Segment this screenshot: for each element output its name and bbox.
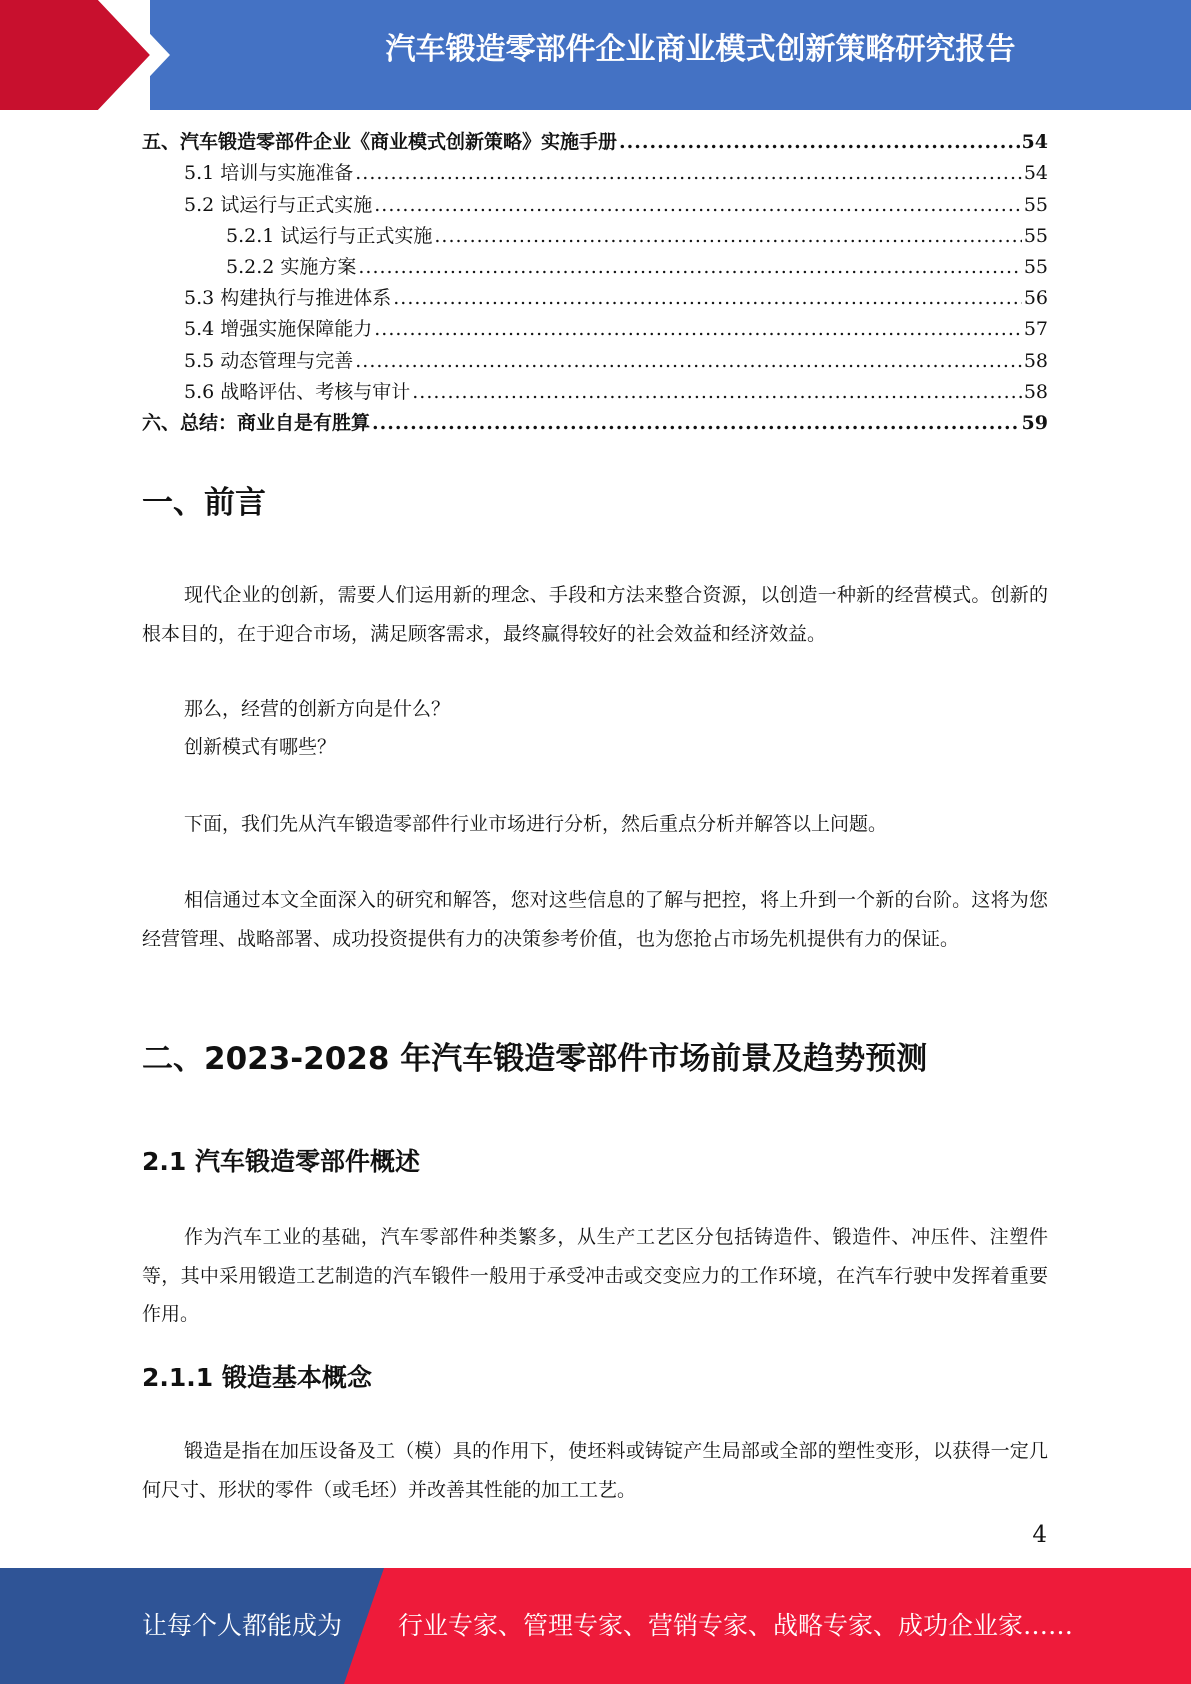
toc-label: 5.5 动态管理与完善 <box>184 349 354 372</box>
toc-leader <box>434 221 1021 252</box>
subsection-2-1-heading: 2.1 汽车锻造零部件概述 <box>142 1147 420 1176</box>
toc-entry-5-2[interactable] <box>142 189 1048 220</box>
toc-entry-5-1[interactable] <box>142 158 1048 189</box>
toc-entry-5-2-2[interactable] <box>142 252 1048 283</box>
footer-slogan-left: 让每个人都能成为 <box>142 1611 343 1640</box>
preface-paragraph-3: 相信通过本文全面深入的研究和解答，您对这些信息的了解与把控，将上升到一个新的台阶。这将为您经营管理、战略部署、成功投资提供有力的决策参考价值，也为您抢占市场先机提供有力的保证。 <box>142 889 1048 950</box>
page-number: 4 <box>1032 1522 1047 1548</box>
toc-label: 5.2.2 实施方案 <box>226 255 357 278</box>
toc-leader <box>393 283 1022 314</box>
toc-label: 5.1 培训与实施准备 <box>184 162 354 185</box>
toc-entry-5-4[interactable] <box>142 314 1048 345</box>
toc-entry-5-6[interactable] <box>142 377 1048 408</box>
toc-leader <box>412 377 1022 408</box>
toc-page: 54 <box>1021 131 1048 154</box>
section-1-heading: 一、前言 <box>142 485 266 521</box>
table-of-contents <box>142 127 1048 439</box>
section-2-heading: 二、2023-2028 年汽车锻造零部件市场前景及趋势预测 <box>142 1041 928 1077</box>
toc-page: 58 <box>1023 380 1048 403</box>
toc-label: 5.2.1 试运行与正式实施 <box>226 224 433 247</box>
subsection-2-1-1-paragraph: 锻造是指在加压设备及工（模）具的作用下，使坯料或铸锭产生局部或全部的塑性变形，以获得一定几何尺寸、形状的零件（或毛坯）并改善其性能的加工工艺。 <box>142 1440 1048 1501</box>
footer-slogan-right: 行业专家、管理专家、营销专家、战略专家、成功企业家…… <box>398 1611 1074 1640</box>
subsection-2-1-paragraph: 作为汽车工业的基础，汽车零部件种类繁多，从生产工艺区分包括铸造件、锻造件、冲压件、注塑件等，其中采用锻造工艺制造的汽车锻件一般用于承受冲击或交变应力的工作环境，在汽车行驶中发挥着重要作用。 <box>142 1226 1048 1325</box>
report-title: 汽车锻造零部件企业商业模式创新策略研究报告 <box>385 32 1016 67</box>
toc-leader <box>374 314 1022 345</box>
toc-page: 58 <box>1023 349 1048 372</box>
toc-entry-5[interactable] <box>142 127 1048 158</box>
toc-label: 5.2 试运行与正式实施 <box>184 193 373 216</box>
toc-label: 五、汽车锻造零部件企业《商业模式创新策略》实施手册 <box>142 131 618 154</box>
toc-leader <box>358 252 1021 283</box>
toc-page: 55 <box>1023 224 1048 247</box>
toc-entry-6[interactable] <box>142 408 1048 439</box>
toc-page: 54 <box>1023 162 1048 185</box>
toc-leader <box>372 408 1020 439</box>
preface-question-2: 创新模式有哪些？ <box>184 736 337 758</box>
toc-entry-5-3[interactable] <box>142 283 1048 314</box>
toc-leader <box>355 158 1022 189</box>
preface-paragraph-2: 下面，我们先从汽车锻造零部件行业市场进行分析，然后重点分析并解答以上问题。 <box>184 813 888 835</box>
subsection-2-1-1-heading: 2.1.1 锻造基本概念 <box>142 1363 372 1392</box>
toc-page: 55 <box>1023 193 1048 216</box>
toc-page: 55 <box>1023 255 1048 278</box>
preface-paragraph-1: 现代企业的创新，需要人们运用新的理念、手段和方法来整合资源，以创造一种新的经营模式。创新的根本目的，在于迎合市场，满足顾客需求，最终赢得较好的社会效益和经济效益。 <box>142 584 1048 645</box>
toc-label: 5.3 构建执行与推进体系 <box>184 287 392 310</box>
preface-question-1: 那么，经营的创新方向是什么？ <box>184 698 451 720</box>
page-footer <box>0 1568 1191 1684</box>
page-header <box>0 0 1191 110</box>
toc-label: 六、总结：商业自是有胜算 <box>142 411 371 434</box>
toc-entry-5-2-1[interactable] <box>142 221 1048 252</box>
toc-leader <box>619 127 1020 158</box>
toc-page: 57 <box>1023 318 1048 341</box>
toc-label: 5.6 战略评估、考核与审计 <box>184 380 411 403</box>
toc-page: 56 <box>1023 287 1048 310</box>
toc-page: 59 <box>1021 411 1048 434</box>
toc-label: 5.4 增强实施保障能力 <box>184 318 373 341</box>
toc-leader <box>374 190 1022 221</box>
toc-leader <box>355 346 1022 377</box>
toc-entry-5-5[interactable] <box>142 345 1048 376</box>
